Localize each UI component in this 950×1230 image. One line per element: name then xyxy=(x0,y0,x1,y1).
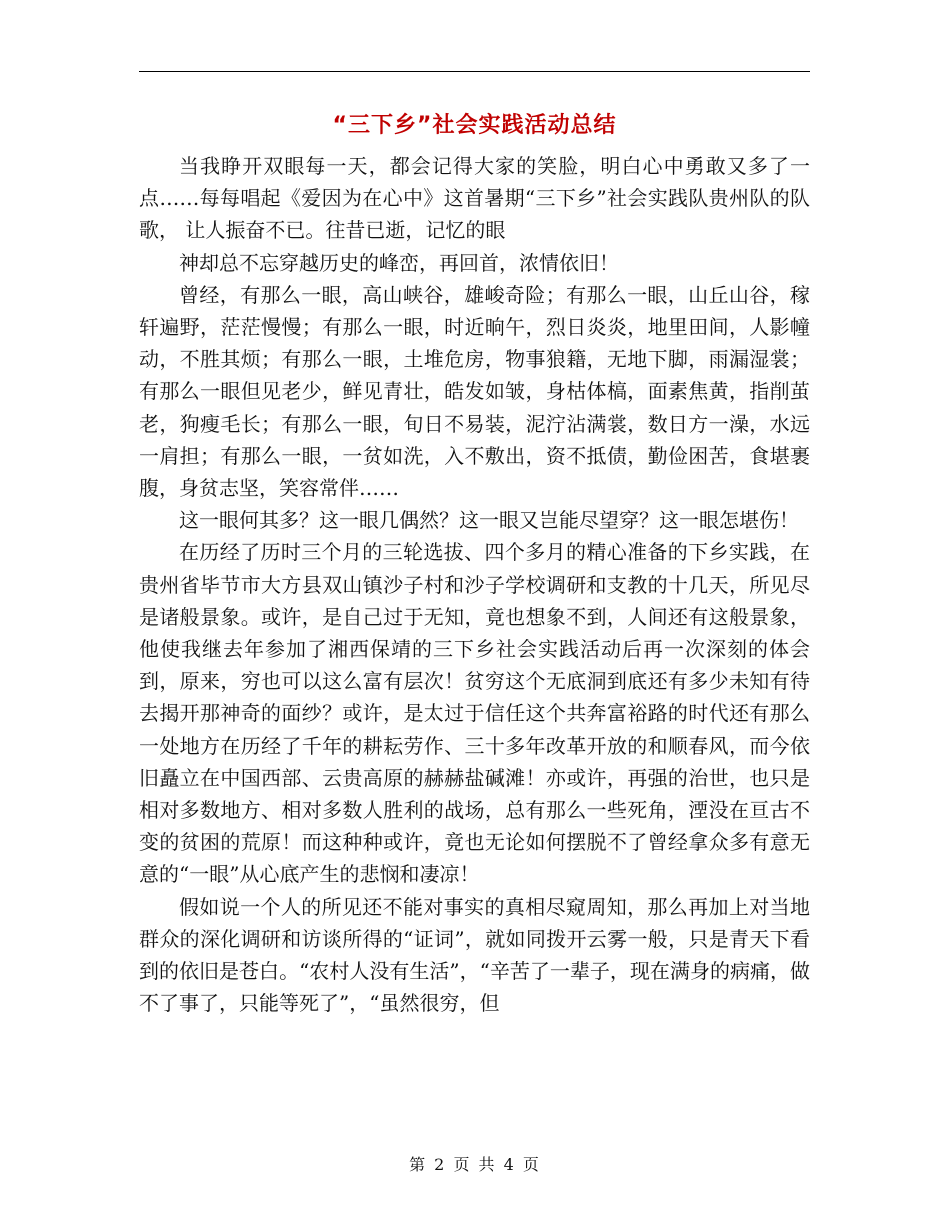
paragraph-6: 假如说一个人的所见还不能对事实的真相尽窥周知，那么再加上对当地群众的深化调研和访谈所得的“证词”，就如同拨开云雾一般，只是青天下看到的依旧是苍白。“农村人没有生活”，“辛苦了一辈子，现在满身的病痛，做不了事了，只能等死了”，“虽然很穷，但 xyxy=(139,894,810,1016)
document-title: “三下乡”社会实践活动总结 xyxy=(332,113,617,138)
header-rule xyxy=(139,71,810,72)
paragraph-2: 神却总不忘穿越历史的峰峦，再回首，浓情依旧！ xyxy=(179,250,619,275)
paragraph-4: 这一眼何其多？这一眼几偶然？这一眼又岂能尽望穿？这一眼怎堪伤！ xyxy=(179,508,799,533)
paragraph-3: 曾经，有那么一眼，高山峡谷，雄峻奇险；有那么一眼，山丘山谷，稼轩遍野，茫茫慢慢；有那么一眼，时近晌午，烈日炎炎，地里田间，人影幢动，不胜其烦；有那么一眼，土堆危房，物事狼籍，无地下脚，雨漏湿裳；有那么一眼但见老少，鲜见青壮，皓发如皱，身枯体槁，面素焦黄，指削茧老，狗瘦毛长；有那么一眼，旬日不易装，泥泞沾满裳，数日方一澡，水远一肩担；有那么一眼，一贫如洗，入不敷出，资不抵债，勤俭困苦，食堪裹腹，身贫志坚，笑容常伴…… xyxy=(139,282,810,501)
paragraph-1: 当我睁开双眼每一天，都会记得大家的笑脸，明白心中勇敢又多了一点……每每唱起《爱因为在心中》这首暑期“三下乡”社会实践队贵州队的队歌， 让人振奋不已。往昔已逝，记忆的眼 xyxy=(139,154,810,243)
paragraph-5: 在历经了历时三个月的三轮选拔、四个多月的精心准备的下乡实践，在贵州省毕节市大方县双山镇沙子村和沙子学校调研和支教的十几天，所见尽是诸般景象。或许，是自己过于无知，竟也想象不到，人间还有这般景象，他使我继去年参加了湘西保靖的三下乡社会实践活动后再一次深刻的体会到，原来，穷也可以这么富有层次！贫穷这个无底洞到底还有多少未知有待去揭开那神奇的面纱？或许，是太过于信任这个共奔富裕路的时代还有那么一处地方在历经了千年的耕耘劳作、三十多年改革开放的和顺春风，而今依旧矗立在中国西部、云贵高原的赫赫盐碱滩！亦或许，再强的治世，也只是相对多数地方、相对多数人胜利的战场，总有那么一些死角，湮没在亘古不变的贫困的荒原！而这种种或许，竟也无论如何摆脱不了曾经拿众多有意无意的“一眼”从心底产生的悲悯和凄凉！ xyxy=(139,540,810,887)
page-number-footer: 第 2 页 共 4 页 xyxy=(409,1155,541,1174)
document-body xyxy=(139,150,810,1019)
